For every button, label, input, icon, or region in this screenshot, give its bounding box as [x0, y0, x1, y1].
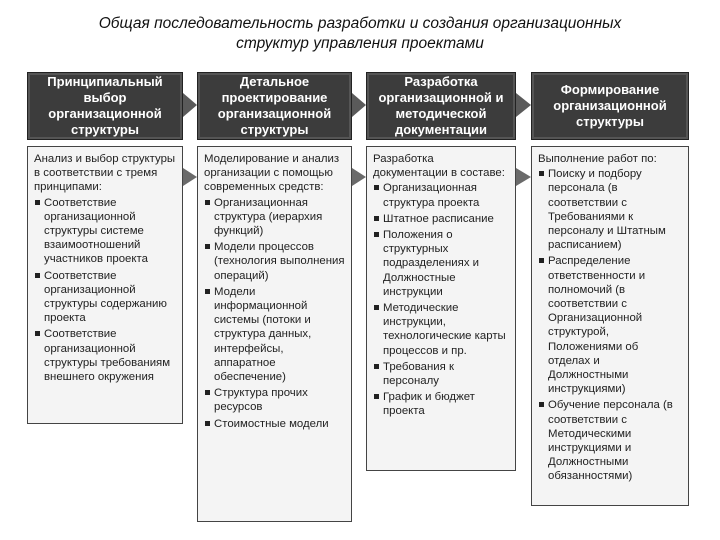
list-item: Обучение персонала (в соответствии с Методическими инструкциями и Должностными обязанностями)	[538, 398, 683, 483]
stage-header-3-text: Разработка организационной и методической документации	[378, 74, 504, 137]
stage-3-intro: Разработка документации в составе:	[373, 153, 505, 180]
stage-1-list	[34, 196, 177, 385]
arrow-right-icon	[352, 166, 366, 188]
list-item: Распределение ответственности и полномочий (в соответствии с Организационной структурой, Положениями об отделах и Должностными инструкциями)	[538, 254, 683, 396]
stage-header-4-text: Формирование организационной структуры	[553, 82, 667, 129]
list-item: Методические инструкции, технологические карты процессов и пр.	[373, 301, 510, 358]
stage-1-intro: Анализ и выбор структуры в соответствии с тремя принципами:	[34, 153, 176, 194]
list-item: Штатное расписание	[373, 212, 510, 226]
stage-body-4	[531, 146, 689, 506]
list-item: Организационная структура (иерархия функций)	[204, 196, 346, 239]
stage-header-2-text: Детальное проектирование организационной структуры	[217, 74, 332, 137]
stage-body-2	[197, 146, 352, 522]
stage-header-1	[27, 72, 183, 140]
stage-2-list	[204, 196, 346, 431]
list-item: Модели информационной системы (потоки и структура данных, интерфейсы, аппаратное обеспечение)	[204, 285, 346, 384]
arrow-right-icon	[183, 166, 197, 188]
page-title-line-1: Общая последовательность разработки и создания организационных	[98, 15, 622, 32]
stage-body-3	[366, 146, 516, 471]
list-item: Стоимостные модели	[204, 417, 346, 431]
list-item: Поиску и подбору персонала (в соответствии с Требованиями к персоналу и Штатным расписанием)	[538, 167, 683, 252]
list-item: Требования к персоналу	[373, 360, 510, 388]
list-item: График и бюджет проекта	[373, 390, 510, 418]
stage-4-intro: Выполнение работ по:	[538, 153, 657, 165]
arrow-right-icon	[516, 166, 531, 188]
page-title-line-2: структур управления проектами	[236, 35, 484, 52]
stage-header-1-text: Принципиальный выбор организационной структуры	[47, 74, 163, 137]
stage-header-2	[197, 72, 352, 140]
stage-4-list	[538, 167, 683, 483]
list-item: Положения о структурных подразделениях и Должностные инструкции	[373, 228, 510, 299]
list-item: Модели процессов (технология выполнения операций)	[204, 240, 346, 283]
arrow-right-icon	[183, 90, 197, 120]
stage-header-4	[531, 72, 689, 140]
list-item: Соответствие организационной структуры содержанию проекта	[34, 269, 177, 326]
list-item: Структура прочих ресурсов	[204, 386, 346, 414]
stage-3-list	[373, 181, 510, 418]
list-item: Соответствие организационной структуры требованиям внешнего окружения	[34, 327, 177, 384]
arrow-right-icon	[352, 90, 366, 120]
list-item: Организационная структура проекта	[373, 181, 510, 209]
stage-header-3	[366, 72, 516, 140]
list-item: Соответствие организационной структуры системе взаимоотношений участников проекта	[34, 196, 177, 267]
stage-2-intro: Моделирование и анализ организации с помощью современных средств:	[204, 153, 340, 194]
stage-body-1	[27, 146, 183, 424]
arrow-right-icon	[516, 90, 531, 120]
